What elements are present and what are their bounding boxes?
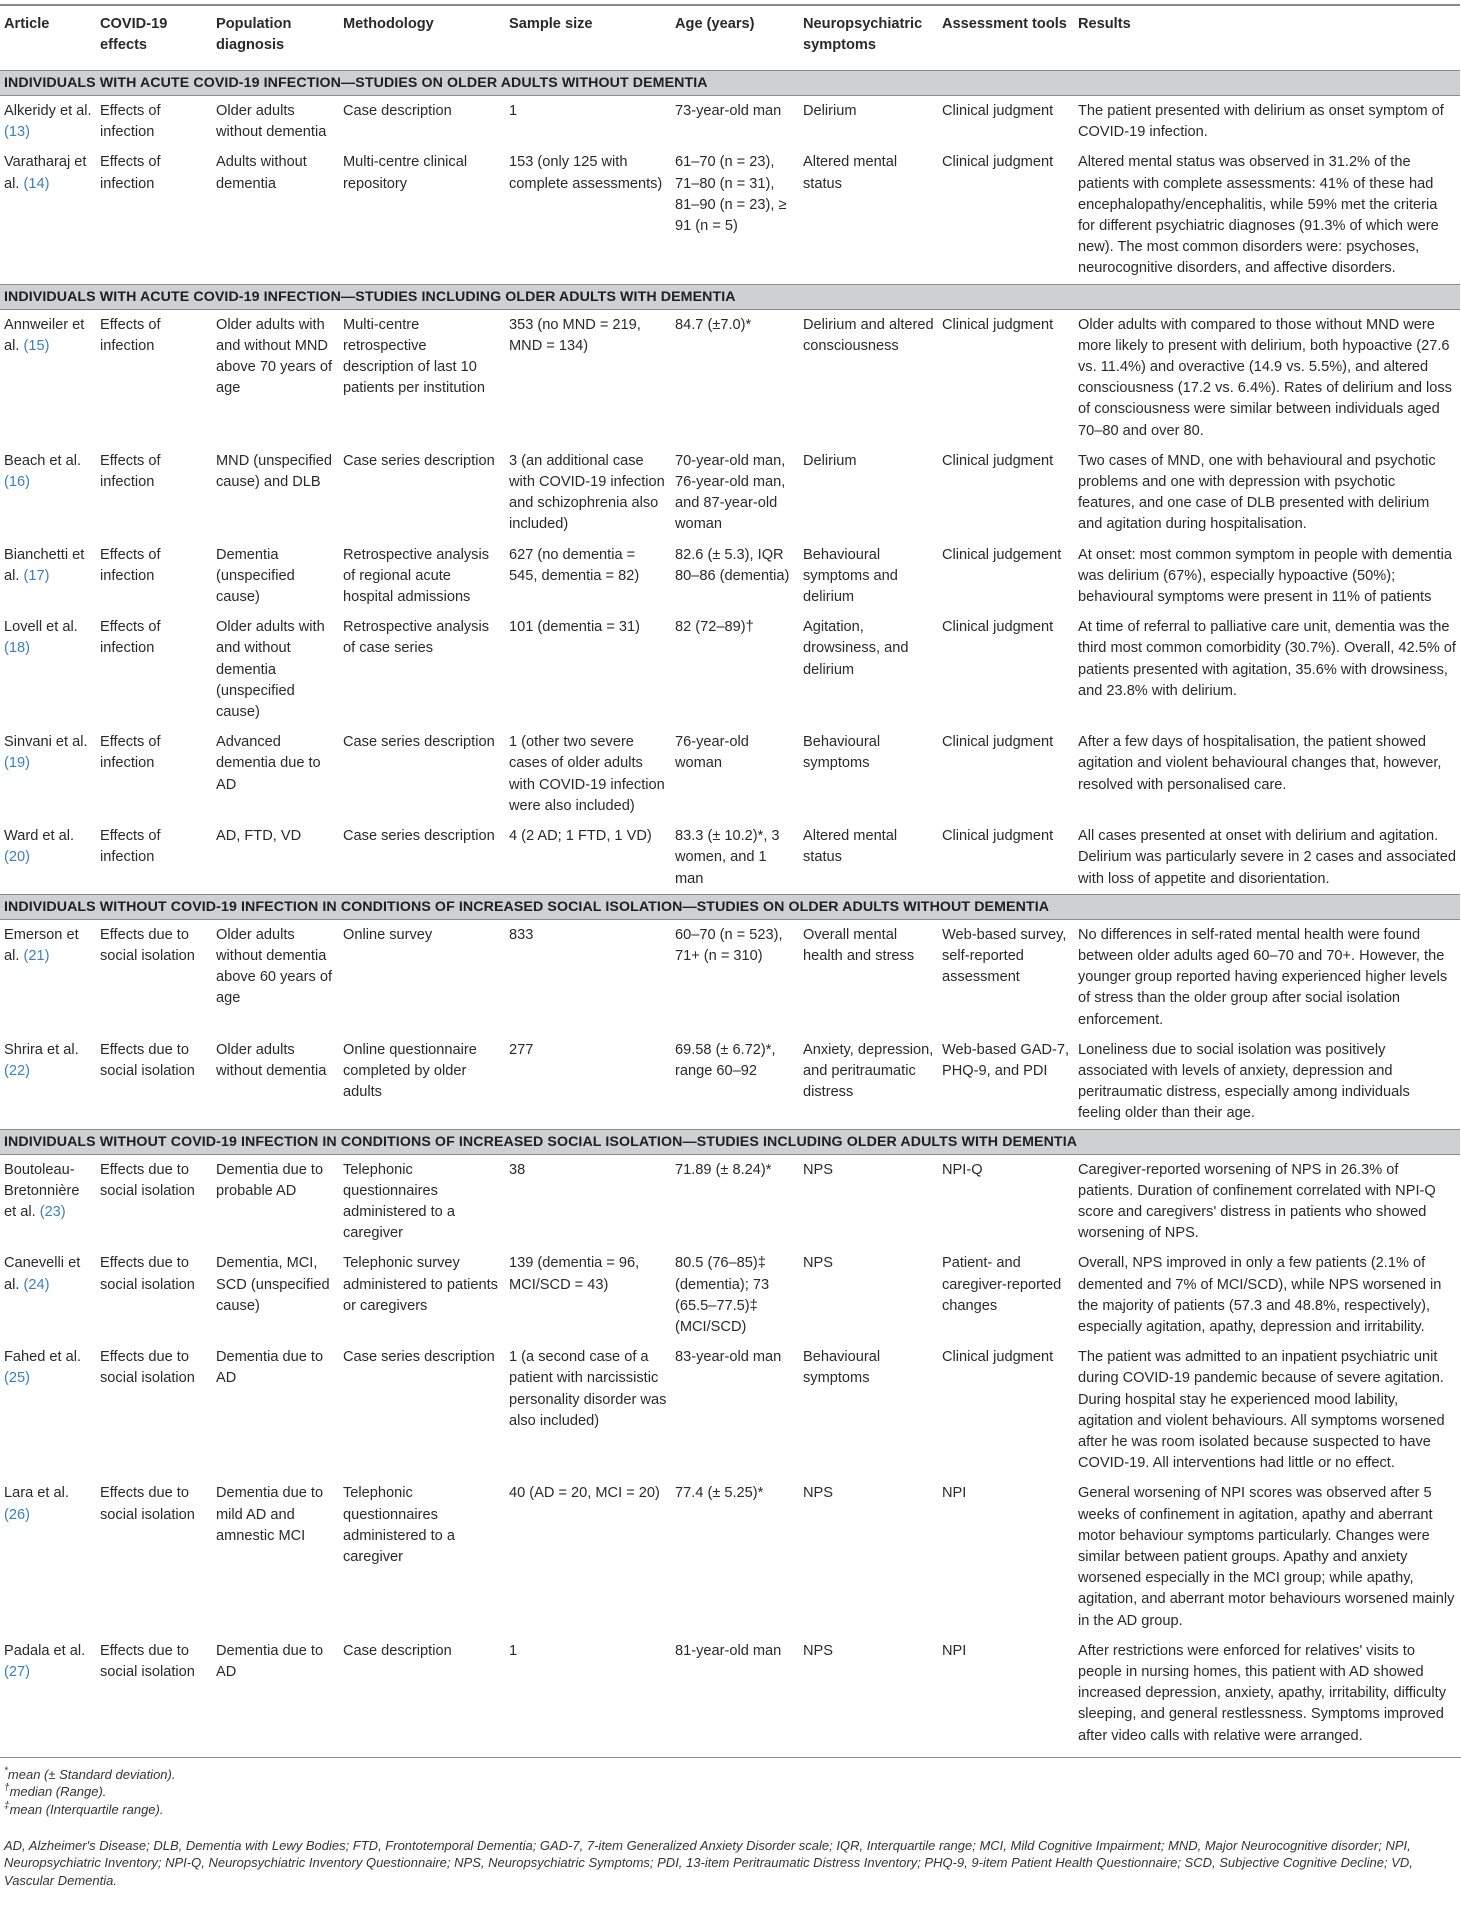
table-row <box>0 96 1460 148</box>
cell-symptoms: Delirium <box>803 103 857 119</box>
table-row <box>0 612 1460 727</box>
table-header <box>0 5 1460 71</box>
cell-effect: Effects of infection <box>100 452 161 491</box>
cell-symptoms: Behavioural symptoms and delirium <box>803 546 898 606</box>
cell-article <box>0 96 96 148</box>
cell-methodology: Online survey <box>343 926 433 943</box>
cell-symptoms: Overall mental health and stress <box>803 926 915 964</box>
cell-effect: Effects of infection <box>100 619 161 657</box>
cell-effect: Effects of infection <box>100 546 161 584</box>
cell-age: 83.3 (± 10.2)*, 3 women, and 1 man <box>675 828 780 887</box>
cell-article <box>0 821 96 894</box>
cell-symptoms: Anxiety, depression, and peritraumatic distress <box>803 1041 934 1101</box>
cell-population: Dementia due to AD <box>216 1349 324 1387</box>
cell-age: 71.89 (± 8.24)* <box>675 1161 772 1178</box>
cell-age: 76-year-old woman <box>675 734 749 772</box>
cell-effect: Effects due to social isolation <box>100 1255 195 1293</box>
cell-tools: NPI-Q <box>942 1161 983 1178</box>
header-covid-effects: COVID-19 effects <box>96 5 212 71</box>
cell-tools: NPI <box>942 1485 967 1502</box>
cell-tools: Web-based GAD-7, PHQ-9, and PDI <box>942 1041 1070 1079</box>
cell-article <box>0 1248 96 1342</box>
cell-effect: Effects of infection <box>100 828 161 866</box>
cell-symptoms: NPS <box>803 1255 834 1272</box>
cell-age: 69.58 (± 6.72)*, range 60–92 <box>675 1041 776 1079</box>
cell-article <box>0 727 96 821</box>
cell-results: Caregiver-reported worsening of NPS in 26.3% of patients. Duration of confinement correlated with NPI-Q score and caregivers' distress in patients who showed worsening of NPS. <box>1078 1161 1436 1242</box>
cell-article <box>0 1035 96 1129</box>
article-authors: Lara et al. <box>4 1485 69 1502</box>
cell-tools: NPI <box>942 1642 967 1659</box>
cell-results: Loneliness due to social isolation was positively associated with levels of anxiety, depression and peritraumatic distress, especially among individuals feeling older than their age. <box>1078 1041 1410 1122</box>
table-row <box>0 147 1460 284</box>
cell-methodology: Multi-centre clinical repository <box>343 154 468 192</box>
table-row <box>0 1248 1460 1342</box>
table-row <box>0 821 1460 894</box>
reference-link[interactable]: (21) <box>23 947 50 964</box>
cell-population: Advanced dementia due to AD <box>216 734 321 793</box>
cell-sample-size: 833 <box>509 926 534 943</box>
cell-article <box>0 1636 96 1751</box>
cell-tools: Clinical judgment <box>942 452 1054 469</box>
cell-results: No differences in self-rated mental health were found between older adults aged 60–70 and 70+. However, the younger group reported having experienced higher levels of stress than the older group after social isolation enforcement. <box>1078 926 1448 1028</box>
section-title: INDIVIDUALS WITH ACUTE COVID-19 INFECTION—STUDIES ON OLDER ADULTS WITHOUT DEMENTIA <box>0 71 1460 96</box>
cell-results: After a few days of hospitalisation, the patient showed agitation and violent behavioural changes that, however, resolved with personalised care. <box>1078 734 1442 793</box>
cell-symptoms: NPS <box>803 1642 834 1659</box>
cell-methodology: Retrospective analysis of regional acute hospital admissions <box>343 546 490 606</box>
table-row <box>0 1478 1460 1635</box>
cell-population: Older adults with and without MND above 70 years of age <box>216 316 333 397</box>
cell-sample-size: 1 <box>509 1642 518 1659</box>
cell-methodology: Case description <box>343 1642 452 1659</box>
reference-link[interactable]: (15) <box>23 337 50 354</box>
cell-effect: Effects due to social isolation <box>100 1349 195 1387</box>
cell-methodology: Case series description <box>343 734 495 751</box>
cell-symptoms: Agitation, drowsiness, and delirium <box>803 619 909 678</box>
cell-age: 73-year-old man <box>675 103 782 119</box>
reference-link[interactable]: (20) <box>4 849 30 866</box>
header-symptoms: Neuropsychiatric symptoms <box>799 5 938 71</box>
cell-symptoms: Delirium <box>803 452 857 469</box>
reference-link[interactable]: (17) <box>23 567 50 584</box>
cell-sample-size: 3 (an additional case with COVID-19 infection and schizophrenia also included) <box>509 452 665 533</box>
cell-population: Dementia due to probable AD <box>216 1161 324 1199</box>
cell-age: 61–70 (n = 23), 71–80 (n = 31), 81–90 (n = 23), ≥ 91 (n = 5) <box>675 154 787 235</box>
reference-link[interactable]: (27) <box>4 1664 30 1680</box>
table-row <box>0 1035 1460 1129</box>
cell-population: Dementia, MCI, SCD (unspecified cause) <box>216 1255 330 1314</box>
footnote-mean-iqr-text: mean (Interquartile range). <box>9 1802 164 1817</box>
cell-results: Altered mental status was observed in 31.2% of the patients with complete assessments: 41% of these had encephalopathy/encephalitis, while 59% met the criteria for different psychiatric diagnoses (91.3% of which were new). The most common disorders were: psychoses, neurocognitive disorders, and affective disorders. <box>1078 154 1439 277</box>
cell-effect: Effects of infection <box>100 316 161 354</box>
cell-effect: Effects due to social isolation <box>100 926 195 964</box>
cell-population: Dementia due to AD <box>216 1642 324 1680</box>
cell-symptoms: Altered mental status <box>803 828 898 866</box>
table-body <box>0 71 1460 1751</box>
cell-age: 84.7 (±7.0)* <box>675 316 752 333</box>
cell-results: All cases presented at onset with delirium and agitation. Delirium was particularly severe in 2 cases and associated with loss of appetite and disorientation. <box>1078 828 1456 887</box>
article-authors: Beach et al. <box>4 452 82 469</box>
cell-sample-size: 40 (AD = 20, MCI = 20) <box>509 1485 660 1502</box>
cell-population: Adults without dementia <box>216 154 307 192</box>
reference-link[interactable]: (19) <box>4 755 30 772</box>
cell-tools: Clinical judgment <box>942 619 1054 636</box>
cell-effect: Effects of infection <box>100 154 161 192</box>
cell-tools: Web-based survey, self-reported assessment <box>942 926 1067 986</box>
article-authors: Ward et al. <box>4 828 75 845</box>
article-authors: Alkeridy et al. <box>4 103 92 119</box>
cell-population: Dementia due to mild AD and amnestic MCI <box>216 1485 324 1544</box>
cell-age: 83-year-old man <box>675 1349 782 1366</box>
footnote-mean-sd: *mean (± Standard deviation). <box>4 1765 176 1782</box>
header-article: Article <box>0 5 96 71</box>
cell-tools: Clinical judgment <box>942 316 1054 333</box>
reference-link[interactable]: (25) <box>4 1370 30 1387</box>
cell-article <box>0 1342 96 1478</box>
header-age: Age (years) <box>671 5 799 71</box>
footnote-median-range-text: median (Range). <box>9 1784 107 1800</box>
reference-link[interactable]: (23) <box>39 1203 66 1220</box>
article-authors: Boutoleau-Bretonnière et al. <box>4 1161 80 1220</box>
cell-methodology: Telephonic survey administered to patients or caregivers <box>343 1255 498 1314</box>
cell-symptoms: Behavioural symptoms <box>803 1349 881 1387</box>
cell-tools: Clinical judgment <box>942 103 1054 119</box>
table-footnotes <box>0 1757 1461 1890</box>
table-row <box>0 1154 1460 1248</box>
article-authors: Annweiler et al. <box>4 316 85 354</box>
cell-age: 81-year-old man <box>675 1642 782 1659</box>
cell-results: After restrictions were enforced for relatives' visits to people in nursing homes, this patient with AD showed increased depression, anxiety, apathy, irritability, difficulty sleeping, and general restlessness. Symptoms improved after video calls with relative were arranged. <box>1078 1642 1446 1744</box>
cell-sample-size: 627 (no dementia = 545, dementia = 82) <box>509 546 640 584</box>
cell-article <box>0 147 96 284</box>
cell-results: Overall, NPS improved in only a few patients (2.1% of demented and 7% of MCI/SCD), while NPS worsened in the majority of patients (57.3 and 48.8%, respectively), especially agitation, apathy, depression and irritability. <box>1078 1255 1442 1335</box>
cell-symptoms: Delirium and altered consciousness <box>803 316 934 354</box>
cell-symptoms: Behavioural symptoms <box>803 734 881 772</box>
header-population: Population diagnosis <box>212 5 339 71</box>
cell-population: Older adults without dementia <box>216 1041 327 1079</box>
footnote-mean-iqr: ‡mean (Interquartile range). <box>4 1800 164 1817</box>
cell-tools: Patient- and caregiver-reported changes <box>942 1255 1062 1314</box>
reference-link[interactable]: (18) <box>4 640 30 657</box>
cell-sample-size: 4 (2 AD; 1 FTD, 1 VD) <box>509 828 652 845</box>
cell-results: At time of referral to palliative care unit, dementia was the third most common comorbidity (30.7%). Overall, 42.5% of patients presented with agitation, 35.6% with drowsiness, and 23.8% with delirium. <box>1078 619 1456 699</box>
cell-tools: Clinical judgment <box>942 1349 1054 1366</box>
table-row <box>0 919 1460 1035</box>
reference-link[interactable]: (26) <box>4 1506 30 1523</box>
cell-sample-size: 1 <box>509 103 518 119</box>
cell-population: Older adults with and without dementia (unspecified cause) <box>216 619 325 721</box>
cell-symptoms: Altered mental status <box>803 154 898 192</box>
cell-population: Dementia (unspecified cause) <box>216 546 295 606</box>
cell-age: 60–70 (n = 523), 71+ (n = 310) <box>675 926 783 964</box>
cell-article <box>0 309 96 446</box>
cell-effect: Effects of infection <box>100 103 161 141</box>
cell-sample-size: 153 (only 125 with complete assessments) <box>509 154 663 192</box>
cell-effect: Effects due to social isolation <box>100 1485 195 1523</box>
cell-tools: Clinical judgment <box>942 154 1054 171</box>
article-authors: Lovell et al. <box>4 619 78 636</box>
cell-tools: Clinical judgment <box>942 734 1054 751</box>
table-row <box>0 727 1460 821</box>
cell-age: 77.4 (± 5.25)* <box>675 1485 764 1502</box>
cell-article <box>0 612 96 727</box>
cell-results: The patient presented with delirium as onset symptom of COVID-19 infection. <box>1078 103 1444 141</box>
cell-symptoms: NPS <box>803 1161 834 1178</box>
cell-population: Older adults without dementia above 60 years of age <box>216 926 333 1007</box>
cell-sample-size: 1 (other two severe cases of older adults with COVID-19 infection were also included) <box>509 734 665 814</box>
table-row <box>0 1636 1460 1751</box>
table-row <box>0 540 1460 613</box>
section-header-row <box>0 894 1460 919</box>
article-authors: Fahed et al. <box>4 1349 82 1366</box>
cell-methodology: Retrospective analysis of case series <box>343 619 490 657</box>
cell-tools: Clinical judgement <box>942 546 1062 563</box>
article-authors: Shrira et al. <box>4 1041 79 1058</box>
cell-population: AD, FTD, VD <box>216 828 302 845</box>
cell-methodology: Case series description <box>343 828 495 845</box>
cell-effect: Effects due to social isolation <box>100 1041 195 1079</box>
article-authors: Sinvani et al. <box>4 734 88 751</box>
results-table <box>0 4 1460 1751</box>
cell-methodology: Telephonic questionnaires administered to a caregiver <box>343 1161 455 1242</box>
cell-article <box>0 446 96 540</box>
section-title: INDIVIDUALS WITHOUT COVID-19 INFECTION IN CONDITIONS OF INCREASED SOCIAL ISOLATION—STUDIES ON OLDER ADULTS WITHOUT DEMENTIA <box>0 894 1460 919</box>
cell-article <box>0 540 96 613</box>
cell-symptoms: NPS <box>803 1485 834 1502</box>
article-authors: Varatharaj et al. <box>4 154 87 192</box>
table-row <box>0 309 1460 446</box>
table-row <box>0 446 1460 540</box>
cell-tools: Clinical judgment <box>942 828 1054 845</box>
header-results: Results <box>1074 5 1460 71</box>
article-authors: Emerson et al. <box>4 926 79 964</box>
footnote-abbreviations: AD, Alzheimer's Disease; DLB, Dementia with Lewy Bodies; FTD, Frontotemporal Dementia; GAD-7, 7-item Generalized Anxiety Disorder scale; IQR, Interquartile range; MCI, Mild Cognitive Impairment; MND, Major Neurocognitive disorder; NPI, Neuropsychiatric Inventory; NPI-Q, Neuropsychiatric Inventory Questionnaire; NPS, Neuropsychiatric Symptoms; PDI, 13-item Peritraumatic Distress Inventory; PHQ-9, 9-item Patient Health Questionnaire; SCD, Subjective Cognitive Decline; VD, Vascular Dementia. <box>4 1837 1413 1888</box>
reference-link[interactable]: (13) <box>4 124 30 141</box>
cell-methodology: Case series description <box>343 1349 495 1366</box>
section-header-row <box>0 1129 1460 1154</box>
cell-sample-size: 277 <box>509 1041 534 1058</box>
cell-article <box>0 1154 96 1248</box>
article-authors: Bianchetti et al. <box>4 546 85 584</box>
cell-results: General worsening of NPI scores was observed after 5 weeks of confinement in agitation, apathy and aberrant motor behaviour symptoms particularly. Changes were similar between patient groups. Apathy and anxiety worsened especially in the MCI group; while apathy, agitation, and aberrant motor behaviours worsened mainly in the AD group. <box>1078 1485 1455 1629</box>
table-row <box>0 1342 1460 1478</box>
header-methodology: Methodology <box>339 5 505 71</box>
section-header-row <box>0 71 1460 96</box>
cell-sample-size: 101 (dementia = 31) <box>509 619 641 636</box>
reference-link[interactable]: (16) <box>4 474 30 491</box>
cell-sample-size: 353 (no MND = 219, MND = 134) <box>509 316 641 354</box>
header-sample-size: Sample size <box>505 5 671 71</box>
cell-age: 82.6 (± 5.3), IQR 80–86 (dementia) <box>675 546 790 584</box>
cell-article <box>0 919 96 1035</box>
cell-population: Older adults without dementia <box>216 103 327 141</box>
cell-results: Older adults with compared to those without MND were more likely to present with delirium, both hypoactive (27.6 vs. 11.4%) and overactive (14.9 vs. 5.5%), and altered consciousness (17.2 vs. 6.4%). Rates of delirium and loss of consciousness were similar between individuals aged 70–80 and over 80. <box>1078 316 1452 439</box>
cell-methodology: Multi-centre retrospective description of last 10 patients per institution <box>343 316 485 397</box>
header-tools: Assessment tools <box>938 5 1074 71</box>
cell-sample-size: 38 <box>509 1161 526 1178</box>
section-title: INDIVIDUALS WITH ACUTE COVID-19 INFECTION—STUDIES INCLUDING OLDER ADULTS WITH DEMENTIA <box>0 284 1460 309</box>
cell-sample-size: 1 (a second case of a patient with narcissistic personality disorder was also included) <box>509 1349 667 1429</box>
cell-sample-size: 139 (dementia = 96, MCI/SCD = 43) <box>509 1255 640 1293</box>
article-authors: Padala et al. <box>4 1642 86 1659</box>
cell-methodology: Telephonic questionnaires administered to a caregiver <box>343 1485 455 1565</box>
cell-population: MND (unspecified cause) and DLB <box>216 452 332 491</box>
cell-article <box>0 1478 96 1635</box>
cell-results: The patient was admitted to an inpatient psychiatric unit during COVID-19 pandemic because of severe agitation. During hospital stay he experienced mood lability, agitation and violent behaviours. All symptoms worsened after he was room isolated because suspected to have COVID-19. All interventions had little or no effect. <box>1078 1349 1445 1472</box>
footnote-median-range: †median (Range). <box>4 1783 107 1800</box>
cell-methodology: Case description <box>343 103 452 119</box>
cell-age: 70-year-old man, 76-year-old man, and 87-year-old woman <box>675 452 786 533</box>
cell-results: Two cases of MND, one with behavioural and psychotic problems and one with depression with psychotic features, and one case of DLB presented with delirium and agitation during hospitalisation. <box>1078 452 1436 533</box>
cell-age: 80.5 (76–85)‡ (dementia); 73 (65.5–77.5)‡ (MCI/SCD) <box>675 1255 770 1335</box>
cell-effect: Effects due to social isolation <box>100 1161 195 1199</box>
footnote-mean-sd-text: mean (± Standard deviation). <box>7 1766 176 1782</box>
reference-link[interactable]: (22) <box>4 1062 30 1079</box>
reference-link[interactable]: (24) <box>23 1276 50 1293</box>
article-authors: Canevelli et al. <box>4 1255 81 1293</box>
cell-methodology: Case series description <box>343 452 495 469</box>
cell-age: 82 (72–89)† <box>675 619 754 636</box>
reference-link[interactable]: (14) <box>23 175 50 192</box>
section-title: INDIVIDUALS WITHOUT COVID-19 INFECTION IN CONDITIONS OF INCREASED SOCIAL ISOLATION—STUDIES INCLUDING OLDER ADULTS WITH DEMENTIA <box>0 1129 1460 1154</box>
cell-methodology: Online questionnaire completed by older adults <box>343 1041 477 1101</box>
header-row <box>0 5 1460 71</box>
cell-results: At onset: most common symptom in people with dementia was delirium (67%), especially hypoactive (50%); behavioural symptoms were present in 11% of patients <box>1078 546 1452 606</box>
section-header-row <box>0 284 1460 309</box>
cell-effect: Effects of infection <box>100 734 161 772</box>
cell-effect: Effects due to social isolation <box>100 1642 195 1680</box>
